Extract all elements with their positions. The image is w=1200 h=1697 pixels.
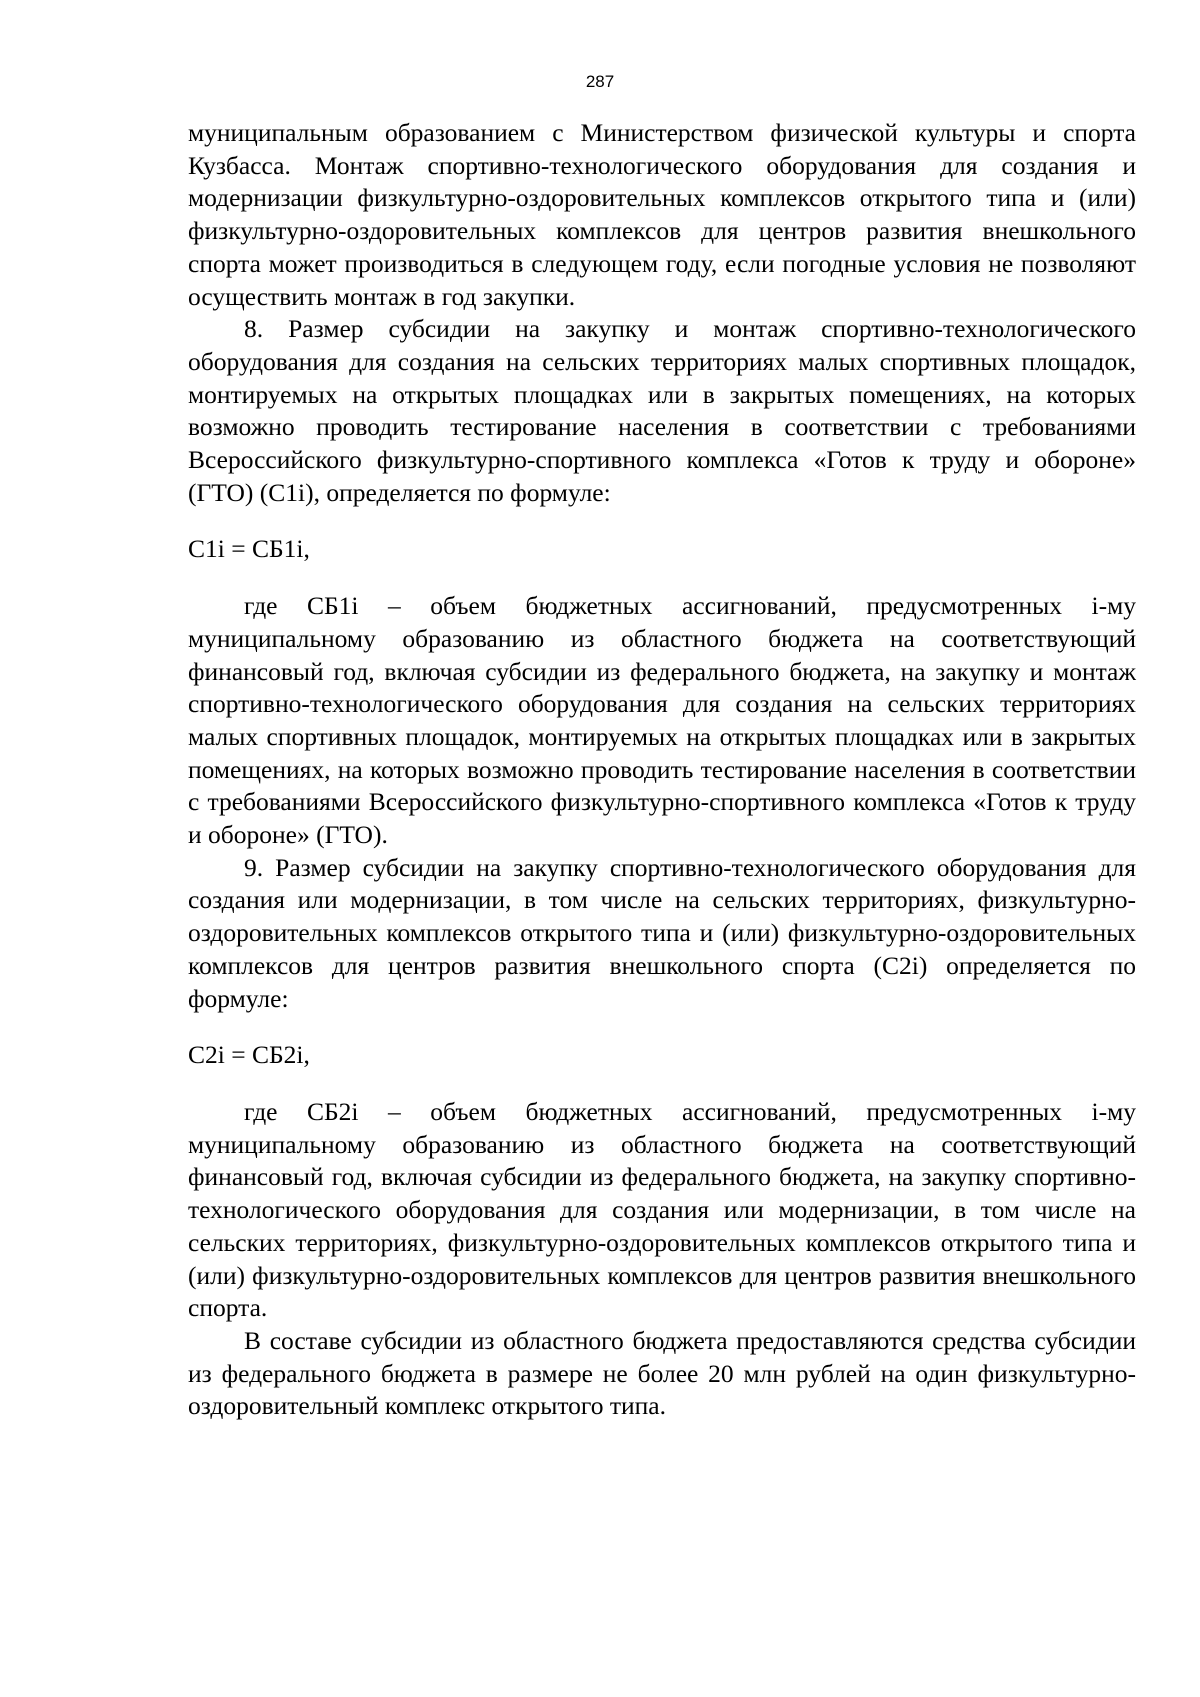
paragraph-continuation: муниципальным образованием с Министерством физической культуры и спорта Кузбасса. Монтаж спортивно-технологического оборудования для создания и модернизации физкультурно-оздоровительных комплексов открытого типа и (или) физкультурно-оздоровительных комплексов для центров развития внешкольного спорта может производиться в следующем году, если погодные условия не позволяют осуществить монтаж в год закупки. (188, 118, 1136, 311)
paragraph-federal-subsidy: В составе субсидии из областного бюджета предоставляются средства субсидии из федерального бюджета в размере не более 20 млн рублей на один физкультурно-оздоровительный комплекс открытого типа. (188, 1325, 1136, 1421)
paragraph-item-8: 8. Размер субсидии на закупку и монтаж спортивно-технологического оборудования для создания на сельских территориях малых спортивных площадок, монтируемых на открытых площадках или в закрытых помещениях, на которых возможно проводить тестирование населения в соответствии с требованиями Всероссийского физкультурно-спортивного комплекса «Готов к труду и обороне» (ГТО) (C1i), определяется по формуле: (188, 314, 1136, 507)
paragraph-item-9: 9. Размер субсидии на закупку спортивно-технологического оборудования для создания или модернизации, в том числе на сельских территориях, физкультурно-оздоровительных комплексов открытого типа и (или) физкультурно-оздоровительных комплексов для центров развития внешкольного спорта (C2i) определяется по формуле: (188, 852, 1136, 1013)
document-body (188, 117, 1136, 1423)
formula-c1: C1i = СБ1i, (188, 534, 310, 564)
formula-c2: C2i = СБ2i, (188, 1040, 310, 1070)
page-number: 287 (585, 72, 615, 91)
paragraph-c2-definition: где СБ2i – объем бюджетных ассигнований, предусмотренных i-му муниципальному образованию из областного бюджета на соответствующий финансовый год, включая субсидии из федерального бюджета, на закупку спортивно-технологического оборудования для создания или модернизации, в том числе на сельских территориях, физкультурно-оздоровительных комплексов открытого типа и (или) физкультурно-оздоровительных комплексов для центров развития внешкольного спорта. (188, 1096, 1136, 1323)
paragraph-c1-definition: где СБ1i – объем бюджетных ассигнований, предусмотренных i-му муниципальному образованию из областного бюджета на соответствующий финансовый год, включая субсидии из федерального бюджета, на закупку и монтаж спортивно-технологического оборудования для создания на сельских территориях малых спортивных площадок, монтируемых на открытых площадках или в закрытых помещениях, на которых возможно проводить тестирование населения в соответствии с требованиями Всероссийского физкультурно-спортивного комплекса «Готов к труду и обороне» (ГТО). (188, 591, 1136, 850)
